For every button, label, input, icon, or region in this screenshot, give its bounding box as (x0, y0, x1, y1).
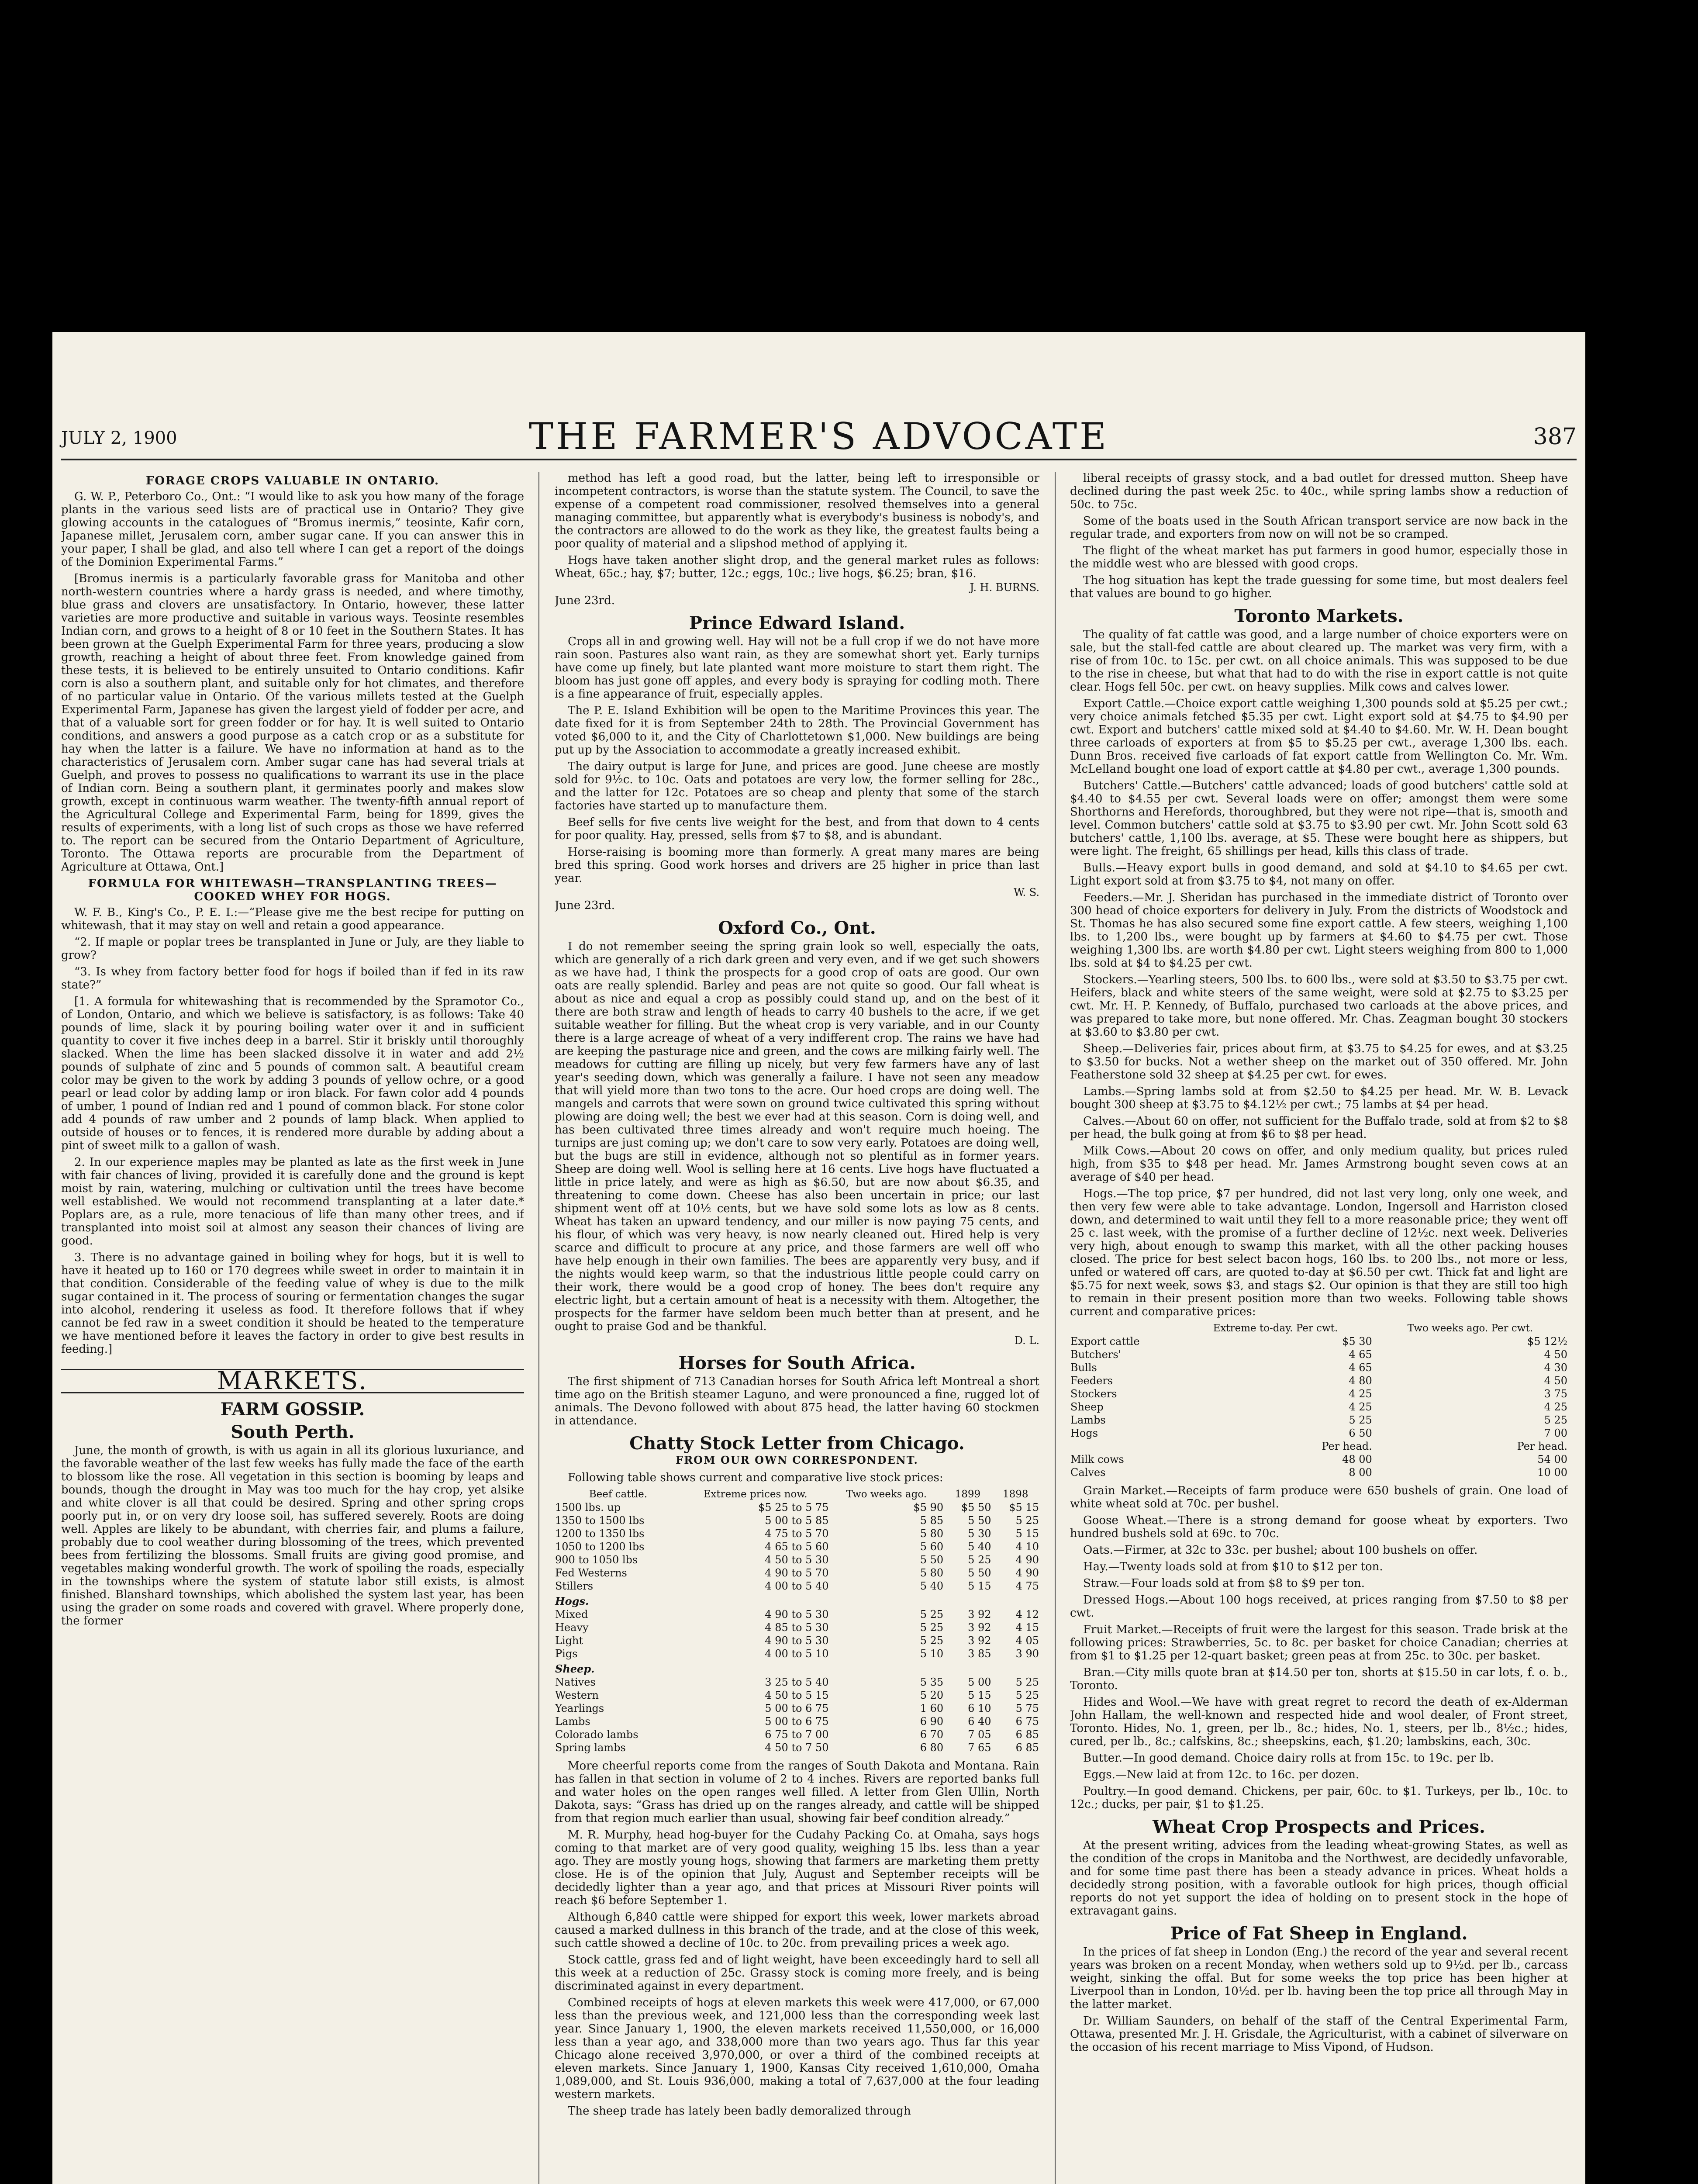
table-cell: 6 70 (920, 1728, 944, 1741)
table-cell (829, 1593, 944, 1608)
paragraph: Dressed Hogs.—About 100 hogs received, at prices ranging from $7.50 to $8 per cwt. (1070, 1593, 1568, 1620)
table-cell: 5 85 (920, 1514, 944, 1527)
table-cell: 5 30 (968, 1527, 991, 1540)
table-cell: 54 00 (1537, 1453, 1567, 1465)
section-heading: FARM GOSSIP. (220, 1399, 365, 1420)
signature: D. L. (1014, 1334, 1039, 1347)
table-cell: 4 25 (1349, 1388, 1372, 1400)
table-cell: 4 50 to 7 50 (765, 1742, 829, 1754)
paragraph: Grain Market.—Receipts of farm produce were 650 bushels of grain. One load of white wheat sold at 70c. per bushel. (1070, 1484, 1568, 1510)
paragraph: Horse-raising is booming more than formerly. A great many mares are being bred this spring. Good work horses and drivers are 25 higher in price than last year. (555, 846, 1039, 885)
issue-date: JULY 2, 1900 (61, 428, 177, 448)
paragraph: Lambs.—Spring lambs sold at from $2.50 to $4.25 per head. Mr. W. B. Levack bought 300 sheep at $3.75 to $4.12½ per cwt.; 75 lambs at $4 per head. (1070, 1085, 1568, 1111)
table-header-cell: 1898 (1003, 1489, 1028, 1500)
table-cell: Export cattle (1070, 1335, 1140, 1348)
table-cell: 4 05 (1015, 1635, 1039, 1647)
table-cell: 5 35 (920, 1676, 944, 1688)
table-cell: 4 90 (1015, 1567, 1039, 1579)
paragraph: Beef sells for five cents live weight for the best, and from that down to 4 cents for poor quality. Hay, pressed, sells from $7 to $8, and is abundant. (555, 816, 1039, 842)
section-heading: Price of Fat Sheep in England. (1170, 1923, 1468, 1944)
paragraph: Goose Wheat.—There is a strong demand for goose wheat by exporters. Two hundred bushels sold at 69c. to 70c. (1070, 1514, 1568, 1540)
paragraph: 3. There is no advantage gained in boiling whey for hogs, but it is well to have it heated up to 160 or 170 degrees while sweet in order to maintain it in that condition. Considerable of the feeding value of whey is due to the milk sugar contained in it. The process of souring or fermentation changes the sugar into alcohol, rendering it useless as food. It therefore follows that if whey cannot be fed raw in a sweet condition it should be heated to the temperature we have mentioned before it leaves the factory in order to give best results in feeding.] (61, 1251, 524, 1356)
table-cell: 4 50 (1544, 1375, 1567, 1387)
table-cell: 4 50 to 5 30 (765, 1554, 829, 1566)
paragraph: Calves.—About 60 on offer, not sufficient for the Buffalo trade, sold at from $2 to $8 per head, the bulk going at from $6 to $8 per head. (1070, 1115, 1568, 1141)
paragraph: Hay.—Twenty loads sold at from $10 to $12 per ton. (1083, 1560, 1383, 1573)
table-cell: Fed Westerns (555, 1567, 627, 1579)
paragraph: The dairy output is large for June, and prices are good. June cheese are mostly sold for 9½c. to 10c. Oats and potatoes are very low, the former selling for 28c., and the latter for 12c. Potatoes are so cheap and plenty that some of the starch factories have started up to manufacture them. (555, 760, 1039, 812)
table-cell: Spring lambs (555, 1742, 626, 1754)
paragraph: Some of the boats used in the South African transport service are now back in the regular trade, and exporters from now on will not be so cramped. (1070, 515, 1568, 541)
table-header-cell: Extreme prices now. (703, 1489, 808, 1500)
table-header-cell: Extreme to-day. Per cwt. (1213, 1323, 1338, 1334)
page-header (61, 411, 1577, 460)
table-row (1070, 1400, 1568, 1413)
paragraph: In the prices of fat sheep in London (Eng.) the record of the year and several recent years was broken on a recent Monday, when wethers sold up to 9½d. per lb., carcass weight, sinking the offal. But for some weeks the top price has been higher at Liverpool than in London, 10½d. per lb. having been the top price all through May in the latter market. (1070, 1946, 1568, 2011)
paragraph: The quality of fat cattle was good, and a large number of choice exporters were on sale, but the stall-fed cattle are about cleared up. The market was very firm, with a rise of from 10c. to 15c. per cwt. on all choice animals. This was supposed to be due to the rise in cheese, but what that had to do with the rise in export cattle is not quite clear. Hogs fell 50c. per cwt. on heavy supplies. Milk cows and calves lower. (1070, 628, 1568, 694)
table-cell: 4 15 (1015, 1621, 1039, 1634)
masthead-title: THE FARMER'S ADVOCATE (528, 415, 1109, 458)
table-row (555, 1593, 1039, 1608)
table-cell: 3 75 (1544, 1388, 1567, 1400)
paragraph: Sheep.—Deliveries fair, prices about firm, at $3.75 to $4.25 for ewes, and at $3.25 to $3.50 for bucks. Not a wether sheep on the market out of 350 offered. Mr. John Featherstone sold 32 sheep at $4.25 per cwt. for ewes. (1070, 1042, 1568, 1082)
article-heading: FORAGE CROPS VALUABLE IN ONTARIO. (145, 474, 440, 487)
table-cell: 1200 to 1350 lbs (555, 1527, 645, 1540)
table-cell (682, 1593, 829, 1608)
table-cell: 5 25 (1015, 1676, 1039, 1688)
table-cell: Mixed (555, 1608, 588, 1621)
paragraph: Crops all in and growing well. Hay will not be a full crop if we do not have more rain soon. Pastures also want rain, as they are somewhat short yet. Early turnips have come up finely, but late planted want more moisture to start them right. The bloom has just gone off apples, and every body is spraying for codling moth. There is a fine appearance of fruit, especially apples. (555, 635, 1039, 701)
table-cell: 1 60 (920, 1702, 944, 1714)
table-cell: 6 90 (920, 1715, 944, 1728)
paragraph: method has left a good road, but the latter, being left to irresponsible or incompetent contractors, is worse than the statute system. The Council, to save the expense of a competent road commissioner, resolved themselves into a general managing committee, but apparently what is everybody's business is nobody's, and the contractors are allowed to do the work as they like, the greatest faults being a poor quality of material and a slipshod method of applying it. (555, 472, 1039, 550)
table-cell: 5 25 (968, 1554, 991, 1566)
column-2 (555, 472, 1039, 2184)
table-cell: 5 50 (968, 1514, 991, 1527)
table-row (555, 1660, 1039, 1676)
table-cell: Bulls (1070, 1362, 1097, 1374)
table-cell: 6 10 (968, 1702, 991, 1714)
paragraph: The flight of the wheat market has put farmers in good humor, especially those in the middle west who are blessed with good crops. (1070, 544, 1568, 570)
table-cell: $5 30 (1342, 1335, 1372, 1348)
table-row (1070, 1427, 1568, 1440)
table-cell: 4 90 (1015, 1554, 1039, 1566)
table-header-cell (1070, 1322, 1178, 1335)
table-row (555, 1514, 1039, 1527)
paragraph: W. F. B., King's Co., P. E. I.:—“Please give me the best recipe for putting on whitewash, that it may stay on well and retain a good appearance. (61, 906, 524, 932)
table-cell: 6 80 (920, 1742, 944, 1754)
table-cell: 5 00 (968, 1676, 991, 1688)
table-cell: 4 75 (1015, 1580, 1039, 1592)
table-cell (944, 1593, 991, 1608)
section-heading: Horses for South Africa. (678, 1353, 916, 1373)
table-cell: Colorado lambs (555, 1728, 638, 1741)
table-row (555, 1741, 1039, 1754)
table-cell: 5 00 to 6 75 (765, 1702, 829, 1714)
table-cell: 7 00 (1544, 1427, 1567, 1439)
table-row (1070, 1348, 1568, 1361)
table-cell: 5 25 (1015, 1689, 1039, 1701)
paragraph: “3. Is whey from factory better food for hogs if boiled than if fed in its raw state?” (61, 965, 524, 992)
table-cell: Hogs. (555, 1595, 589, 1607)
table-cell: 3 90 (1015, 1648, 1039, 1660)
table-row (1070, 1335, 1568, 1348)
paragraph: liberal receipts of grassy stock, and a bad outlet for dressed mutton. Sheep have declined during the past week 25c. to 40c., while spring lambs show a reduction of 50c. to 75c. (1070, 472, 1568, 511)
table-header-cell: Two weeks ago. (846, 1489, 927, 1500)
paragraph: Oats.—Firmer, at 32c to 33c. per bushel; about 100 bushels on offer. (1083, 1544, 1478, 1557)
paragraph: Stock cattle, grass fed and of light weight, have been exceedingly hard to sell all this week at a reduction of 25c. Grassy stock is coming more freely, and is being discriminated against in every department. (555, 1953, 1039, 1993)
table-cell: Natives (555, 1676, 596, 1688)
table-cell: 5 60 (920, 1541, 944, 1553)
paragraph: The sheep trade has lately been badly demoralized through (568, 2105, 911, 2118)
table-cell: 4 65 (1349, 1348, 1372, 1361)
paragraph: Combined receipts of hogs at eleven markets this week were 417,000, or 67,000 less than the previous week, and 121,000 less than the corresponding week last year. Since January 1, 1900, the eleven markets received 11,550,000, or 16,000 less than a year ago, and 338,000 more than two years ago. Thus far this year Chicago alone received 3,970,000, or over a third of the combined receipts at eleven markets. Since January 1, 1900, Kansas City received 1,610,000, Omaha 1,089,000, and St. Louis 936,000, making a total of 7,637,000 at the four leading western markets. (555, 1996, 1039, 2101)
column-rule (538, 472, 539, 2184)
table-cell: Milk cows (1070, 1453, 1124, 1465)
section-heading: Oxford Co., Ont. (718, 918, 876, 938)
table-header-cell: Two weeks ago. Per cwt. (1407, 1323, 1533, 1334)
table-cell: Calves (1070, 1466, 1106, 1479)
section-heading: Prince Edward Island. (689, 613, 905, 633)
table-cell: Sheep (1070, 1401, 1104, 1413)
paragraph: Bran.—City mills quote bran at $14.50 per ton, shorts at $15.50 in car lots, f. o. b., Toronto. (1070, 1666, 1568, 1692)
section-heading: Chatty Stock Letter from Chicago. (629, 1433, 965, 1454)
table-cell: 6 85 (1015, 1728, 1039, 1741)
paragraph: At the present writing, advices from the leading wheat-growing States, as well as the condition of the crops in Manitoba and the Northwest, are decidedly unfavorable, and for some time past there has been a steady advance in prices. Wheat holds a decidedly strong position, with a favorable outlook for high prices, though official reports do not yet support the idea of holding on to present stock in the hope of extravagant gains. (1070, 1839, 1568, 1918)
paragraph: Hides and Wool.—We have with great regret to record the death of ex-Alderman John Hallam, the well-known and respected hide and wool dealer, of Front street, Toronto. Hides, No. 1, green, per lb., 8c.; hides, No. 1, steers, per lb., 8½c.; hides, cured, per lb., 8c.; calfskins, 8c.; sheepskins, each, $1.20; lambskins, each, 30c. (1070, 1696, 1568, 1748)
table-header-cell: 1899 (955, 1489, 981, 1500)
table-row (1070, 1440, 1568, 1453)
table-cell: 4 00 to 5 40 (765, 1580, 829, 1592)
paragraph: Milk Cows.—About 20 cows on offer, and only medium quality, but prices ruled high, from $35 to $48 per head. Mr. James Armstrong bought seven cows at an average of $40 per head. (1070, 1144, 1568, 1184)
table-cell: 6 50 (1349, 1427, 1372, 1439)
paragraph: Butter.—In good demand. Choice dairy rolls at from 15c. to 19c. per lb. (1083, 1752, 1494, 1765)
table-row (1070, 1387, 1568, 1400)
table-cell: 5 25 (920, 1635, 944, 1647)
section-heading: Toronto Markets. (1234, 606, 1404, 626)
table-row (1070, 1413, 1568, 1427)
table-row (555, 1566, 1039, 1579)
table-cell: Pigs (555, 1648, 578, 1660)
table-cell: 1050 to 1200 lbs (555, 1541, 645, 1553)
dateline: June 23rd. (555, 899, 615, 912)
paragraph: Butchers' Cattle.—Butchers' cattle advanced; loads of good butchers' cattle sold at $4.40 to $4.55 per cwt. Several loads were on offer; amongst them were some Shorthorns and Herefords, thoroughbred, but they were not ripe—that is, smooth and level. Common butchers' cattle sold at $3.75 to $3.90 per cwt. Mr. John Scott sold 63 butchers' cattle, 1,100 lbs. average, at $5. These were bought here as shippers, but were light. The freight, 65 shillings per head, kills this class of trade. (1070, 779, 1568, 858)
table-cell: 6 85 (1015, 1742, 1039, 1754)
table-cell: 5 40 (968, 1541, 991, 1553)
chicago-price-table (555, 1488, 1039, 1754)
table-cell: $5 12½ (1527, 1335, 1567, 1348)
paragraph: M. R. Murphy, head hog-buyer for the Cudahy Packing Co. at Omaha, says hogs coming to that market are of very good quality, weighing 15 lbs. less than a year ago. They are mostly young hogs, showing that farmers are marketing them pretty close. He is of the opinion that July, August and September receipts will be decidedly lighter than a year ago, and that prices at Missouri River points will reach $6 before September 1. (555, 1828, 1039, 1907)
table-row (1070, 1374, 1568, 1387)
paragraph: Export Cattle.—Choice export cattle weighing 1,300 pounds sold at $5.25 per cwt.; very choice animals fetched $5.35 per cwt. Light export sold at $4.75 to $4.90 per cwt. Export and butchers' cattle mixed sold at $4.40 to $4.60. Mr. W. H. Dean bought three carloads of exporters at from $5 to $5.25 per cwt., average 1,300 lbs. each. Dunn Bros. received five carloads of fat export cattle from Wellington Co. Mr. Wm. McLelland bought one load of export cattle at $4.80 per cwt., average 1,300 pounds. (1070, 697, 1568, 776)
column-1 (61, 472, 524, 2184)
table-cell: Per head. (1517, 1440, 1567, 1452)
table-cell: 3 92 (968, 1635, 991, 1647)
table-cell: Stillers (555, 1580, 594, 1592)
table-cell: Stockers (1070, 1388, 1117, 1400)
table-cell: 5 25 (1015, 1514, 1039, 1527)
table-cell: 5 25 (920, 1608, 944, 1621)
table-cell: 4 10 (1015, 1541, 1039, 1553)
table-cell: 4 50 (1544, 1348, 1567, 1361)
table-row (555, 1715, 1039, 1728)
table-cell: 4 85 to 5 30 (765, 1621, 829, 1634)
table-cell: 5 10 (920, 1648, 944, 1660)
table-cell: 5 20 (920, 1689, 944, 1701)
section-heading: Wheat Crop Prospects and Prices. (1153, 1817, 1485, 1837)
table-row (555, 1621, 1039, 1634)
paragraph: Poultry.—In good demand. Chickens, per pair, 60c. to $1. Turkeys, per lb., 10c. to 12c.; ducks, per pair, $1 to $1.25. (1070, 1785, 1568, 1811)
table-cell: 5 25 (920, 1621, 944, 1634)
signature: W. S. (1014, 886, 1039, 898)
paragraph: The first shipment of 713 Canadian horses for South Africa left Montreal a short time ago on the British steamer Laguno, and were pronounced a fine, rugged lot of animals. The Devono followed with about 875 head, the latter having 60 stockmen in attendance. (555, 1375, 1039, 1427)
table-cell: 5 50 (920, 1554, 944, 1566)
paragraph: [1. A formula for whitewashing that is recommended by the Spramotor Co., of London, Ontario, and which we believe is satisfactory, is as follows: Take 40 pounds of lime, slack it by pouring boiling water over it and in sufficient quantity to cover it five inches deep in a barrel. Stir it briskly until thoroughly slacked. When the lime has been slacked dissolve it in water and add 2½ pounds of sulphate of zinc and 5 pounds of common salt. A beautiful cream color may be given to the work by adding 3 pounds of yellow ochre, or a good pearl or lead color by adding lamp or iron black. For fawn color add 4 pounds of umber, 1 pound of Indian red and 1 pound of common black. For stone color add 4 pounds of raw umber and 2 pounds of lamp black. When applied to outside of houses or to fences, it is rendered more durable by adding about a pint of sweet milk to a gallon of wash. (61, 995, 524, 1152)
table-cell: Yearlings (555, 1702, 604, 1714)
table-cell: 3 25 to 5 40 (765, 1676, 829, 1688)
table-cell: $5 15 (1009, 1501, 1039, 1514)
table-row (555, 1689, 1039, 1702)
table-cell: 4 90 to 5 70 (765, 1567, 829, 1579)
table-cell: 4 65 (1349, 1362, 1372, 1374)
table-cell: 7 65 (968, 1742, 991, 1754)
table-cell: 6 75 to 7 00 (765, 1728, 829, 1741)
table-row (555, 1501, 1039, 1514)
section-subheading: FROM OUR OWN CORRESPONDENT. (676, 1454, 918, 1466)
table-row (555, 1702, 1039, 1715)
table-cell: 1350 to 1500 lbs (555, 1514, 645, 1527)
article-heading: FORMULA FOR WHITEWASH—TRANSPLANTING TREES—COOKED WHEY FOR HOGS. (88, 877, 497, 903)
table-row (555, 1676, 1039, 1689)
paragraph: “2. If maple or poplar trees be transplanted in June or July, are they liable to grow? (61, 936, 524, 962)
table-cell: 4 90 to 5 30 (765, 1635, 829, 1647)
table-cell: Lambs (1070, 1414, 1106, 1426)
paragraph: Bulls.—Heavy export bulls in good demand, and sold at $4.10 to $4.65 per cwt. Light export sold at from $3.75 to $4, not many on offer. (1070, 861, 1568, 888)
table-row (555, 1634, 1039, 1647)
paragraph: Hogs have taken another slight drop, and the general market rules as follows: Wheat, 65c.; hay, $7; butter, 12c.; eggs, 10c.; live hogs, $6.25; bran, $16. (555, 554, 1039, 580)
table-cell: 5 40 (920, 1580, 944, 1592)
paragraph: The hog situation has kept the trade guessing for some time, but most dealers feel that values are bound to go higher. (1070, 574, 1568, 600)
table-cell: 3 92 (968, 1621, 991, 1634)
paragraph: Straw.—Four loads sold at from $8 to $9 per ton. (1083, 1577, 1365, 1590)
table-cell: 5 75 (1015, 1702, 1039, 1714)
table-cell: 900 to 1050 lbs (555, 1554, 638, 1566)
table-row (1070, 1453, 1568, 1466)
table-cell: 6 40 (968, 1715, 991, 1728)
table-cell: 5 80 (920, 1567, 944, 1579)
table-cell: 5 00 to 5 85 (765, 1514, 829, 1527)
dateline: June 23rd. (555, 594, 615, 607)
table-cell: Butchers' (1070, 1348, 1122, 1361)
table-cell (682, 1660, 829, 1676)
table-cell: 5 25 (1544, 1414, 1567, 1426)
table-cell: 4 90 to 5 30 (765, 1608, 829, 1621)
paragraph: [Bromus inermis is a particularly favorable grass for Manitoba and other north-western countries where a hardy grass is needed, and where timothy, blue grass and clovers are unsatisfactory. In Ontario, however, these latter varieties are more productive and suitable in various ways. Teosinte resembles Indian corn, and grows to a height of 8 or 10 feet in the Southern States. It has been grown at the Guelph Experimental Farm for three years, producing a slow growth, reaching a height of about three feet. From knowledge gained from these tests, it is believed to be entirely unsuited to Ontario conditions. Kafir corn is also a southern plant, and suitable only for hot climates, and therefore of no particular value in Ontario. Of the various millets tested at the Guelph Experimental Farm, Japanese has given the largest yield of fodder per acre, and that of a valuable sort for green fodder or for hay. It is well suited to Ontario conditions, and answers a good purpose as a catch crop or as a substitute for hay when the latter is a failure. We have no information at hand as to the characteristics of Jerusalem corn. Amber sugar cane has had several trials at Guelph, and proves to possess no qualifications to warrant its use in the place of Indian corn. Being a southern plant, it germinates poorly and makes slow growth, except in continuous warm weather. The twenty-fifth annual report of the Agricultural College and Experimental Farm, being for 1899, gives the results of experiments, with a long list of such crops as those we have referred to. The report can be secured from the Ontario Department of Agriculture, Toronto. The Ottawa reports are procurable from the Department of Agriculture at Ottawa, Ont.] (61, 572, 524, 874)
table-cell: Western (555, 1689, 599, 1701)
table-cell: $5 50 (961, 1501, 991, 1514)
table-cell: 5 15 (968, 1689, 991, 1701)
table-cell: Per head. (1322, 1440, 1372, 1452)
page-number: 387 (1533, 424, 1577, 450)
paragraph: More cheerful reports come from the ranges of South Dakota and Montana. Rain has fallen in that section in volume of 2 to 4 inches. Rivers are reported banks full and water holes on the open ranges well filled. A letter from Glen Ullin, North Dakota, says: “Grass has dried up on the ranges already, and cattle will be shipped from that region much earlier than usual, showing fair beef condition already.” (555, 1759, 1039, 1825)
paragraph: G. W. P., Peterboro Co., Ont.: “I would like to ask you how many of the forage plants in the various seed lists are of practical use in Ontario? They give glowing accounts in the catalogues of “Bromus inermis,” teosinte, Kafir corn, Japanese millet, Jerusalem corn, amber sugar cane. If you can answer this in your paper, I shall be glad, and also tell where I can get a report of the doings of the Dominion Experimental Farms.” (61, 490, 524, 569)
section-heading: South Perth. (231, 1422, 355, 1442)
paragraph: Although 6,840 cattle were shipped for export this week, lower markets abroad caused a marked dullness in this branch of the trade, and at the close of this week, such cattle showed a decline of 10c. to 20c. from prevailing prices a week ago. (555, 1911, 1039, 1950)
table-cell: 4 12 (1015, 1608, 1039, 1621)
paragraph: Following table shows current and comparative live stock prices: (568, 1471, 943, 1484)
table-cell: 5 15 (1015, 1527, 1039, 1540)
table-cell: 4 30 (1544, 1362, 1567, 1374)
column-rule (1055, 472, 1056, 2184)
table-cell (1070, 1440, 1178, 1453)
paragraph: Stockers.—Yearling steers, 500 lbs. to 600 lbs., were sold at $3.50 to $3.75 per cwt. Heifers, black and white steers of the same weight, were sold at $2.75 to $3.25 per cwt. Mr. H. P. Kennedy, of Buffalo, purchased two carloads at the above prices, and was prepared to take more, but none offered. Mr. Chas. Zeagman bought 30 stockers at $3.60 to $3.80 per cwt. (1070, 973, 1568, 1039)
table-row (555, 1647, 1039, 1660)
paragraph: Fruit Market.—Receipts of fruit were the largest for this season. Trade brisk at the following prices: Strawberries, 5c. to 8c. per basket for choice Canadian; cherries at from $1 to $1.25 per 12-quart basket; green peas at from 25c. to 30c. per basket. (1070, 1623, 1568, 1662)
paragraph: Dr. William Saunders, on behalf of the staff of the Central Experimental Farm, Ottawa, presented Mr. J. H. Grisdale, the Agriculturist, with a cabinet of silverware on the occasion of his recent marriage to Miss Vipond, of Hudson. (1070, 2015, 1568, 2054)
table-row (555, 1527, 1039, 1540)
table-cell: 10 00 (1537, 1466, 1567, 1479)
table-cell: 4 80 (1349, 1375, 1372, 1387)
table-cell: 5 00 to 6 75 (765, 1715, 829, 1728)
paragraph: The P. E. Island Exhibition will be open to the Maritime Provinces this year. The date fixed for it is from September 24th to 28th. The Provincial Government has voted $6,000 to it, and the City of Charlottetown $1,000. New buildings are being put up by the Association to accommodate a greatly increased exhibit. (555, 704, 1039, 757)
table-cell (992, 1660, 1039, 1676)
table-cell: Light (555, 1635, 583, 1647)
table-cell: 5 15 (968, 1580, 991, 1592)
table-cell: 48 00 (1342, 1453, 1372, 1465)
table-cell: $5 90 (913, 1501, 944, 1514)
table-cell: $5 25 to 5 75 (758, 1501, 829, 1514)
table-cell: 7 05 (968, 1728, 991, 1741)
table-row (555, 1540, 1039, 1553)
table-cell: 4 75 to 5 70 (765, 1527, 829, 1540)
table-cell: 5 80 (920, 1527, 944, 1540)
column-3 (1070, 472, 1568, 2184)
table-cell: 4 25 (1349, 1401, 1372, 1413)
table-row (555, 1728, 1039, 1741)
table-cell: 3 85 (968, 1648, 991, 1660)
table-row (1070, 1361, 1568, 1374)
table-cell: Heavy (555, 1621, 589, 1634)
table-cell: Sheep. (555, 1662, 595, 1675)
table-cell: Hogs (1070, 1427, 1098, 1439)
table-cell: 4 65 to 5 60 (765, 1541, 829, 1553)
paragraph: 2. In our experience maples may be planted as late as the first week in June with fair chances of living, provided it is carefully done and the ground is kept moist by rain, watering, mulching or cultivation until the trees have become well established. We would not recommend transplanting at a later date.* Poplars are, as a rule, more tenacious of life than many other trees, and if transplanted into moist soil at almost any season their chances of living are good. (61, 1156, 524, 1248)
newspaper-page (52, 332, 1585, 2184)
table-row (555, 1553, 1039, 1566)
paragraph: I do not remember seeing the spring grain look so well, especially the oats, which are generally of a rich dark green and very even, and if we get such showers as we have had, I think the prospects for a good crop of oats are good. Our own oats are really splendid. Barley and peas are not quite so good. Our fall wheat is about as nice and equal a crop as possibly could stand up, and on the best of it there are both straw and length of heads to carry 40 bushels to the acre, if we get suitable weather for filling. But the wheat crop is very variable, and in our County there is a large acreage of wheat of a very indifferent crop. The rains we have had are keeping the pasturage nice and green, and the cows are milking fairly well. The meadows for cutting are filling up nicely, but very few farmers have any of last year's seeding down, which was generally a failure. I have not seen any meadow that will yield more than two tons to the acre. Our hoed crops are doing well. The mangels and carrots that were sown on ground twice cultivated this spring without plowing are doing well; the best we ever had at this season. Corn is doing well, and has been cultivated three times already and won't require much hoeing. The turnips are just coming up; we don't care to sow very early. Potatoes are doing well, but the bugs are still in evidence, although not so plentiful as in former years. Sheep are doing well. Wool is selling here at 16 cents. Live hogs have fluctuated a little in price lately, and were as high as $6.50, but are now about $6.35, and threatening to come down. Cheese has also been uncertain in price; our last shipment went off at 10½ cents, but we have sold some lots as low as 8 cents. Wheat has taken an upward tendency, and our miller is now paying 75 cents, and his flour, of which was very heavy, is now nearly cleaned out. Hired help is very scarce and difficult to procure at any price, and those farmers are well off who have help enough in their own families. The bees are apparently very busy, and if the nights would keep warm, so that the industrious little people could carry on their work, there would be a good crop of honey. The bees don't require any electric light, but a certain amount of heat is a necessity with them. Altogether, the prospects for the farmer have seldom been much better than at present, and he ought to praise God and be thankful. (555, 940, 1039, 1333)
paragraph: June, the month of growth, is with us again in all its glorious luxuriance, and the favorable weather of the last few weeks has fully made the face of the earth to blossom like the rose. All vegetation in this section is booming by leaps and bounds, though the drought in May was too much for the hay crop, yet alsike and white clover is all that could be desired. Spring and other spring crops poorly put in, or on very dry loose soil, has suffered severely. Roots are doing well. Apples are likely to be abundant, with cherries fair, and plums a failure, probably due to cool weather during blossoming of the trees, which prevented bees from fertilizing the blossoms. Small fruits are giving good promise, and vegetables making wonderful growth. The work of spoiling the roads, especially in the townships where the system of statute labor still exists, is almost finished. Blanshard townships, which abolished the system last year, has been using the grader on some roads and covered with gravel. Where properly done, the former (61, 1444, 524, 1628)
paragraph: Hogs.—The top price, $7 per hundred, did not last very long, only one week, and then very few were able to take advantage. London, Ingersoll and Harriston closed down, and determined to wait until they fell to a more reasonable price; they went off 25 c. last week, with the promise of a further decline of 12½c. next week. Deliveries very high, about enough to swamp this market, with all the other packing houses closed. The price for best select bacon hogs, 160 lbs. to 200 lbs., not more or less, unfed or watered off cars, are quoted to-day at $6.50 per cwt. Thick fat and light are $5.75 for next week, sows $3, and stags $2. Our opinion is that they are still too high to remain in their present position more than two weeks. Following table shows current and comparative prices: (1070, 1187, 1568, 1318)
signature: J. H. BURNS. (970, 581, 1039, 594)
table-cell: 4 00 to 5 10 (765, 1648, 829, 1660)
table-cell: 6 75 (1015, 1715, 1039, 1728)
table-cell: Feeders (1070, 1375, 1113, 1387)
table-cell (944, 1660, 991, 1676)
table-row (555, 1579, 1039, 1593)
paragraph: Feeders.—Mr. J. Sheridan has purchased in the immediate district of Toronto over 300 head of choice exporters for delivery in July. From the districts of Woodstock and St. Thomas he has also secured some fine export cattle. A few steers, weighing 1,100 lbs. to 1,200 lbs., were bought up by farmers at $4.60 to $4.75 per cwt. Those weighing 1,300 lbs. are worth $4.80 per cwt. Light steers weighing from 800 to 1,000 lbs. sold at $4 to $4.25 per cwt. (1070, 891, 1568, 970)
table-cell: 5 25 (1349, 1414, 1372, 1426)
paragraph: Eggs.—New laid at from 12c. to 16c. per dozen. (1083, 1768, 1360, 1781)
table-row (555, 1608, 1039, 1621)
table-cell (829, 1660, 944, 1676)
table-cell: 4 25 (1544, 1401, 1567, 1413)
table-cell (992, 1593, 1039, 1608)
table-cell: 1500 lbs. up (555, 1501, 621, 1514)
toronto-price-table (1070, 1322, 1568, 1479)
markets-banner: MARKETS. (61, 1369, 524, 1393)
table-cell: 4 50 to 5 15 (765, 1689, 829, 1701)
table-cell: 3 92 (968, 1608, 991, 1621)
table-cell: 8 00 (1349, 1466, 1372, 1479)
table-cell: 5 50 (968, 1567, 991, 1579)
table-cell: Lambs (555, 1715, 590, 1728)
table-row (1070, 1466, 1568, 1479)
table-header-cell: Beef cattle. (589, 1489, 648, 1500)
